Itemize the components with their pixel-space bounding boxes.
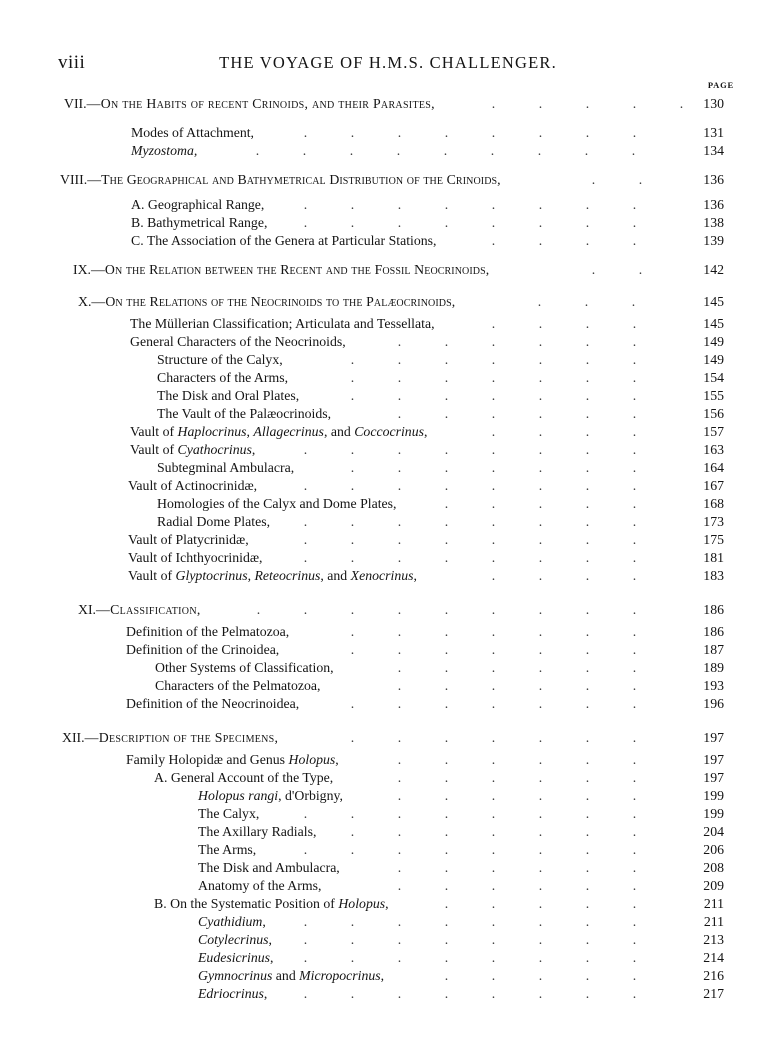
toc-entry — [0, 369, 776, 387]
section-title: —On the Relations of the Neocrinoids to the Palæocrinoids, — [91, 294, 456, 309]
page-number: 213 — [703, 932, 724, 947]
taxon-name: Cyathidium — [198, 914, 263, 929]
dot-leader: . . . . . . — [397, 334, 637, 349]
toc-entry — [0, 405, 776, 423]
dot-leader: . . . . . — [444, 968, 637, 983]
toc-entry: Gymnocrinus and Micropocrinus, . . . . . 216 — [198, 968, 724, 983]
section-numeral: VIII. — [60, 172, 88, 187]
toc-entry — [0, 214, 776, 232]
toc-entry — [0, 841, 776, 859]
toc-entry: Cotylecrinus, . . . . . . . . 213 — [198, 932, 724, 947]
page-number: 197 — [703, 770, 724, 785]
dot-leader: . . . . . . . . . — [256, 602, 637, 617]
section-numeral: XII. — [62, 730, 85, 745]
toc-entry — [0, 659, 776, 677]
page-number: 149 — [703, 334, 724, 349]
toc-entry: Family Holopidæ and Genus Holopus, . . . . . . 197 — [126, 752, 724, 767]
entry-label: Anatomy of the Arms, — [198, 878, 322, 893]
taxon-name: Holopus rangi — [198, 788, 279, 803]
page-number: 193 — [703, 678, 724, 693]
dot-leader: . . — [591, 262, 643, 277]
entry-label: The Disk and Oral Plates, — [157, 388, 300, 403]
toc-entry — [0, 495, 776, 513]
taxon-name: Eudesicrinus — [198, 950, 271, 965]
entry-label: General Characters of the Neocrinoids, — [130, 334, 346, 349]
taxon-name: Holopus — [288, 752, 336, 767]
toc-section-x — [0, 293, 776, 311]
entry-label: C. The Association of the Genera at Particular Stations, — [131, 233, 437, 248]
dot-leader: . . . . . . . — [350, 388, 637, 403]
page-number: 173 — [703, 514, 724, 529]
entry-label: Characters of the Arms, — [157, 370, 289, 385]
taxon-name: Edriocrinus — [198, 986, 264, 1001]
page-number: 138 — [703, 215, 724, 230]
entry-label: The Vault of the Palæocrinoids, — [157, 406, 332, 421]
page-number: 156 — [703, 406, 724, 421]
entry-label: A. Geographical Range, — [131, 197, 265, 212]
page-number: 145 — [703, 316, 724, 331]
taxon-name: Coccocrinus — [354, 424, 424, 439]
dot-leader: . . . . . . . — [350, 730, 637, 745]
page-number: 139 — [703, 233, 724, 248]
section-title: —Description of the Specimens, — [84, 730, 279, 745]
toc-entry — [0, 315, 776, 333]
page-number: 131 — [703, 125, 724, 140]
taxon-name: Cyathocrinus — [177, 442, 252, 457]
taxon-name: Reteocrinus — [254, 568, 321, 583]
entry-label: Modes of Attachment, — [131, 125, 254, 140]
dot-leader: . . . . . . — [397, 878, 637, 893]
taxon-name: Xenocrinus — [350, 568, 414, 583]
dot-leader: . . . . . . — [397, 770, 637, 785]
toc-entry — [0, 695, 776, 713]
page-number: 189 — [703, 660, 724, 675]
dot-leader: . . . . . . . . — [303, 986, 637, 1001]
dot-leader: . . . . . . — [397, 406, 637, 421]
page-number: 149 — [703, 352, 724, 367]
toc-entry — [0, 142, 776, 160]
page-number: 145 — [703, 294, 724, 309]
dot-leader: . . . . . . . . — [303, 842, 637, 857]
dot-leader: . . . . — [491, 424, 637, 439]
toc-entry: B. On the Systematic Position of Holopus, . . . . . 211 — [154, 896, 724, 911]
toc-entry — [0, 623, 776, 641]
dot-leader: . . . . . . . . — [303, 532, 637, 547]
page-number: 142 — [703, 262, 724, 277]
entry-label: The Disk and Ambulacra, — [198, 860, 340, 875]
toc-section-viii — [0, 171, 776, 189]
page-number: 183 — [703, 568, 724, 583]
toc-entry: Edriocrinus, . . . . . . . . 217 — [198, 986, 724, 1001]
dot-leader: . . . . . . . — [350, 824, 637, 839]
dot-leader: . . . . . . . . — [303, 215, 637, 230]
toc-entry — [0, 805, 776, 823]
dot-leader: . . . . — [491, 316, 637, 331]
page-number: 163 — [703, 442, 724, 457]
page-number: 196 — [703, 696, 724, 711]
section-title: —On the Habits of recent Crinoids, and their Parasites, — [86, 96, 435, 111]
dot-leader: . . . . . . — [397, 860, 637, 875]
entry-label: B. Bathymetrical Range, — [131, 215, 268, 230]
dot-leader: . . . . . . — [397, 788, 637, 803]
toc-entry — [0, 823, 776, 841]
page-number: 206 — [703, 842, 724, 857]
dot-leader: . . . . . . . — [350, 642, 637, 657]
toc-section-vii — [0, 95, 776, 113]
dot-leader: . . . . . . . . — [303, 914, 637, 929]
page-number: 204 — [703, 824, 724, 839]
toc-entry — [0, 549, 776, 567]
toc-section-xii — [0, 729, 776, 747]
toc-entry — [0, 513, 776, 531]
page-number: 187 — [703, 642, 724, 657]
page-number: 164 — [703, 460, 724, 475]
running-title: THE VOYAGE OF H.M.S. CHALLENGER. — [219, 53, 557, 72]
dot-leader: . . . . . . . . — [303, 478, 637, 493]
page-number: 211 — [703, 914, 724, 929]
dot-leader: . . . . . — [444, 896, 637, 911]
dot-leader: . . . . — [491, 233, 637, 248]
toc-entry — [0, 232, 776, 250]
toc-section-ix — [0, 261, 776, 279]
dot-leader: . . . . . . . . — [303, 197, 637, 212]
page-number: 167 — [703, 478, 724, 493]
taxon-name: Holopus — [338, 896, 386, 911]
toc-entry: Vault of Glyptocrinus, Reteocrinus, and Xenocrinus, . . . . 183 — [128, 568, 724, 583]
page-number: 214 — [703, 950, 724, 965]
dot-leader: . . . . . . . — [350, 352, 637, 367]
page-number: 154 — [703, 370, 724, 385]
page-number: 199 — [703, 806, 724, 821]
entry-label: Characters of the Pelmatozoa, — [155, 678, 321, 693]
page-number: 197 — [703, 730, 724, 745]
entry-label: The Calyx, — [198, 806, 260, 821]
entry-label: A. General Account of the Type, — [154, 770, 334, 785]
entry-label: Definition of the Crinoidea, — [126, 642, 280, 657]
dot-leader: . . . . . . . . . — [255, 143, 636, 158]
section-title: —Classification, — [96, 602, 201, 617]
toc-entry: Eudesicrinus, . . . . . . . . 214 — [198, 950, 724, 965]
entry-label: Vault of Ichthyocrinidæ, — [128, 550, 263, 565]
dot-leader: . . . . . — [444, 496, 637, 511]
section-title: —The Geographical and Bathymetrical Distribution of the Crinoids, — [87, 172, 501, 187]
section-numeral: IX. — [73, 262, 92, 277]
toc-entry: Vault of Cyathocrinus, . . . . . . . . 163 — [130, 442, 724, 457]
taxon-name: Cotylecrinus — [198, 932, 269, 947]
toc-entry — [0, 531, 776, 549]
page-number: 209 — [703, 878, 724, 893]
page-number: 130 — [703, 96, 724, 111]
dot-leader: . . . — [537, 294, 636, 309]
taxon-name: Glyptocrinus — [175, 568, 248, 583]
entry-label: The Arms, — [198, 842, 257, 857]
toc-entry — [0, 351, 776, 369]
page-number: 186 — [703, 602, 724, 617]
page-number: 155 — [703, 388, 724, 403]
taxon-name: Allagecrinus — [253, 424, 324, 439]
taxon-name: Myzostoma, — [131, 143, 198, 158]
dot-leader: . . . . . . . . — [303, 950, 637, 965]
entry-label: Homologies of the Calyx and Dome Plates, — [157, 496, 397, 511]
entry-label: Radial Dome Plates, — [157, 514, 271, 529]
dot-leader: . . — [591, 172, 643, 187]
entry-label: Subtegminal Ambulacra, — [157, 460, 295, 475]
dot-leader: . . . . . — [491, 96, 684, 111]
dot-leader: . . . . . . — [397, 678, 637, 693]
dot-leader: . . . . — [491, 568, 637, 583]
section-numeral: VII. — [64, 96, 87, 111]
toc-entry — [0, 387, 776, 405]
page-number: 181 — [703, 550, 724, 565]
entry-label: Definition of the Neocrinoidea, — [126, 696, 300, 711]
dot-leader: . . . . . . . . — [303, 550, 637, 565]
page-number: 199 — [703, 788, 724, 803]
entry-label: The Axillary Radials, — [198, 824, 317, 839]
page-number: 208 — [703, 860, 724, 875]
section-numeral: X. — [78, 294, 92, 309]
entry-label: Vault of Platycrinidæ, — [128, 532, 249, 547]
page-column-heading: PAGE — [707, 80, 734, 90]
taxon-name: Haplocrinus — [177, 424, 247, 439]
dot-leader: . . . . . . . . — [303, 442, 637, 457]
toc-entry — [0, 641, 776, 659]
page-number: 175 — [703, 532, 724, 547]
page-number: 157 — [703, 424, 724, 439]
dot-leader: . . . . . . . . — [303, 514, 637, 529]
entry-label: The Müllerian Classification; Articulata and Tessellata, — [130, 316, 435, 331]
toc-entry — [0, 769, 776, 787]
dot-leader: . . . . . . . — [350, 370, 637, 385]
page-number: 186 — [703, 624, 724, 639]
toc-entry — [0, 333, 776, 351]
section-numeral: XI. — [78, 602, 97, 617]
dot-leader: . . . . . . — [397, 752, 637, 767]
page-number: 197 — [703, 752, 724, 767]
dot-leader: . . . . . . . — [350, 460, 637, 475]
page-number: 136 — [703, 172, 724, 187]
toc-entry — [0, 677, 776, 695]
page-number: 217 — [703, 986, 724, 1001]
page-number: 136 — [703, 197, 724, 212]
entry-label: Vault of Actinocrinidæ, — [128, 478, 258, 493]
dot-leader: . . . . . . . . — [303, 932, 637, 947]
dot-leader: . . . . . . — [397, 660, 637, 675]
entry-label: Structure of the Calyx, — [157, 352, 283, 367]
toc-entry — [0, 477, 776, 495]
dot-leader: . . . . . . . . — [303, 806, 637, 821]
toc-entry — [0, 196, 776, 214]
page-number: 168 — [703, 496, 724, 511]
dot-leader: . . . . . . . — [350, 624, 637, 639]
toc-entry: Vault of Haplocrinus, Allagecrinus, and Coccocrinus, . . . . 157 — [130, 424, 724, 439]
toc-entry — [0, 877, 776, 895]
toc-entry — [0, 124, 776, 142]
page-number: 211 — [703, 896, 724, 911]
page-folio: viii — [58, 52, 86, 73]
toc-entry: Cyathidium, . . . . . . . . 211 — [198, 914, 724, 929]
entry-label: Other Systems of Classification, — [155, 660, 334, 675]
page-number: 216 — [703, 968, 724, 983]
toc-entry — [0, 459, 776, 477]
toc-entry — [0, 859, 776, 877]
dot-leader: . . . . . . . . — [303, 125, 637, 140]
section-title: —On the Relation between the Recent and the Fossil Neocrinoids, — [91, 262, 490, 277]
toc-section-xi — [0, 601, 776, 619]
page-number: 134 — [703, 143, 724, 158]
taxon-name: Micropocrinus — [299, 968, 381, 983]
taxon-name: Gymnocrinus — [198, 968, 273, 983]
dot-leader: . . . . . . . — [350, 696, 637, 711]
entry-label: Definition of the Pelmatozoa, — [126, 624, 290, 639]
toc-entry: Holopus rangi, d'Orbigny, . . . . . . 199 — [198, 788, 724, 803]
